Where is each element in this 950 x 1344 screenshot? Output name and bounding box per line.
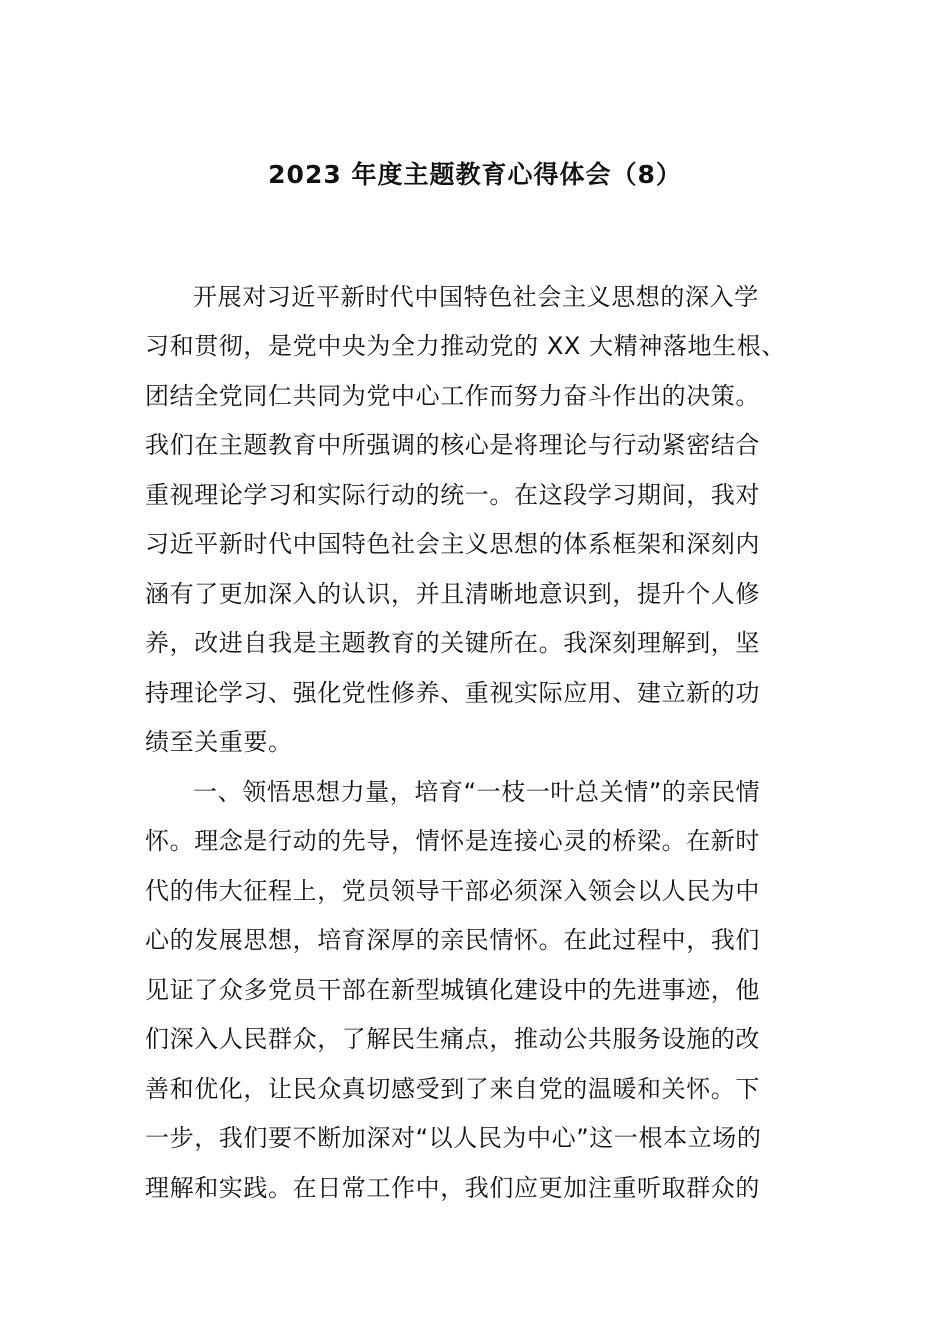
text-line: 心的发展思想，培育深厚的亲民情怀。在此过程中，我们 (145, 926, 760, 954)
text-line: 一、领悟思想力量，培育“一枝一叶总关情”的亲民情 (193, 778, 761, 806)
text-line: 怀。理念是行动的先导，情怀是连接心灵的桥梁。在新时 (145, 827, 760, 855)
text-line: 代的伟大征程上，党员领导干部必须深入领会以人民为中 (145, 877, 760, 905)
text-line: 习和贯彻，是党中央为全力推动党的 XX 大精神落地生根、 (145, 332, 786, 360)
text-line: 们深入人民群众，了解民生痛点，推动公共服务设施的改 (145, 1025, 760, 1053)
text-line: 见证了众多党员干部在新型城镇化建设中的先进事迹，他 (145, 976, 760, 1004)
text-line: 重视理论学习和实际行动的统一。在这段学习期间，我对 (145, 481, 760, 509)
text-line: 理解和实践。在日常工作中，我们应更加注重听取群众的 (145, 1174, 760, 1202)
document-title: 2023 年度主题教育心得体会（8） (268, 160, 682, 189)
text-line: 涵有了更加深入的认识，并且清晰地意识到，提升个人修 (145, 580, 760, 608)
text-line: 善和优化，让民众真切感受到了来自党的温暖和关怀。下 (145, 1075, 760, 1103)
text-line: 养，改进自我是主题教育的关键所在。我深刻理解到，坚 (145, 629, 760, 657)
text-line: 团结全党同仁共同为党中心工作而努力奋斗作出的决策。 (145, 382, 760, 410)
text-line: 绩至关重要。 (145, 728, 293, 756)
text-line: 习近平新时代中国特色社会主义思想的体系框架和深刻内 (145, 530, 760, 558)
text-line: 持理论学习、强化党性修养、重视实际应用、建立新的功 (145, 679, 760, 707)
text-line: 我们在主题教育中所强调的核心是将理论与行动紧密结合 (145, 431, 760, 459)
text-line: 一步，我们要不断加深对“以人民为中心”这一根本立场的 (145, 1124, 762, 1152)
text-line: 开展对习近平新时代中国特色社会主义思想的深入学 (193, 283, 759, 311)
